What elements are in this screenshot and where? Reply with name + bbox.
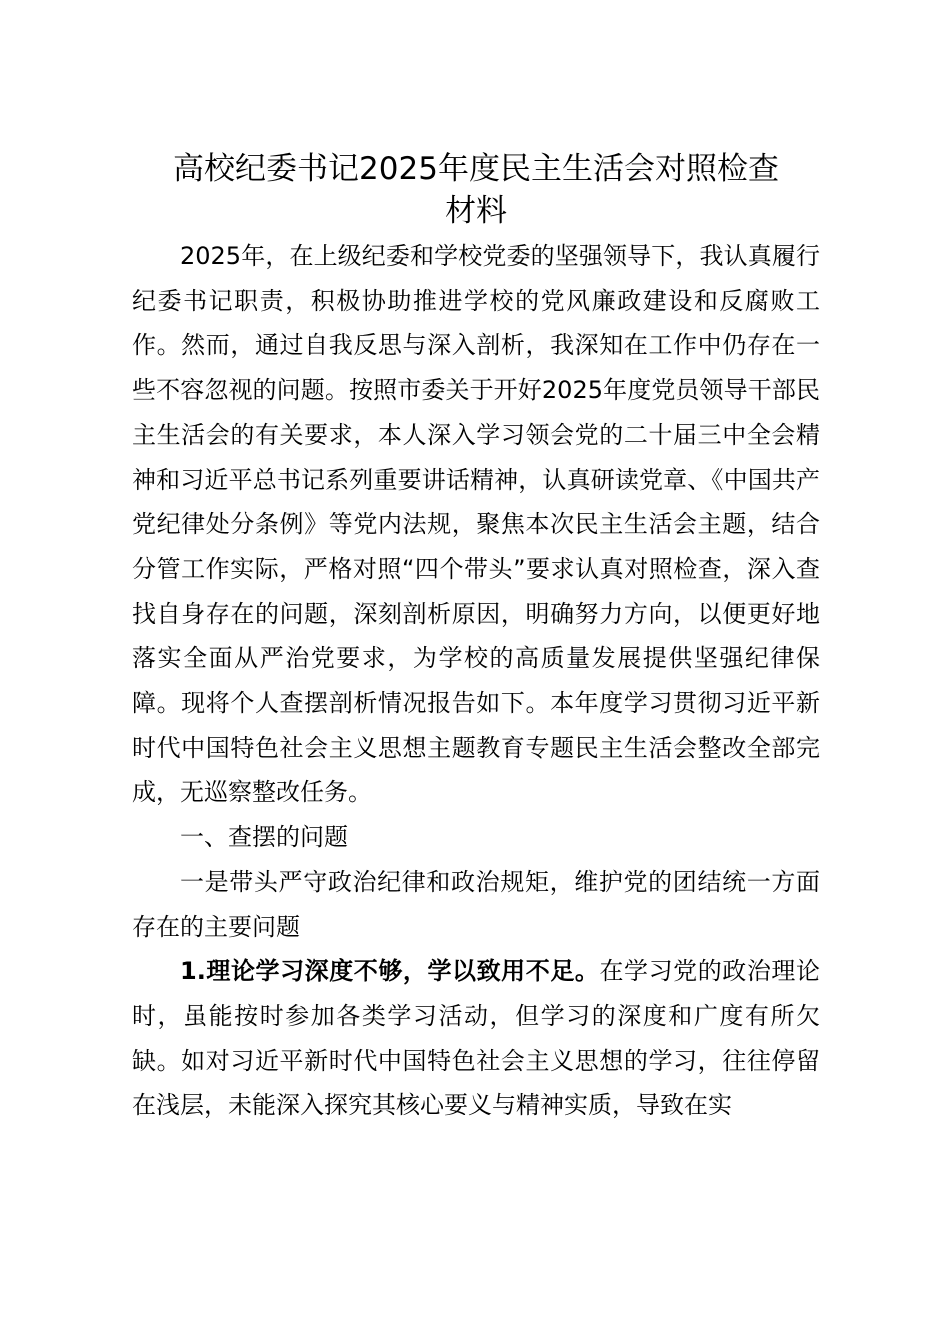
document-body	[132, 148, 820, 1128]
point-1-text: 在学习党的政治理论时，虽能按时参加各类学习活动，但学习的深度和广度有所欠缺。如对习近平新时代中国特色社会主义思想的学习，往往停留在浅层，未能深入探究其核心要义与精神实质，导致在实	[132, 957, 820, 1120]
subsection-paragraph: 一是带头严守政治纪律和政治规矩，维护党的团结统一方面存在的主要问题	[132, 867, 820, 941]
section-heading: 一、查摆的问题	[180, 823, 348, 852]
title-line-1: 高校纪委书记2025年度民主生活会对照检查	[173, 151, 779, 187]
intro-paragraph: 2025年，在上级纪委和学校党委的坚强领导下，我认真履行纪委书记职责，积极协助推进学校的党风廉政建设和反腐败工作。然而，通过自我反思与深入剖析，我深知在工作中仍存在一些不容忽视的问题。按照市委关于开好2025年度党员领导干部民主生活会的有关要求，本人深入学习领会党的二十届三中全会精神和习近平总书记系列重要讲话精神，认真研读党章、《中国共产党纪律处分条例》等党内法规，聚焦本次民主生活会主题，结合分管工作实际，严格对照“四个带头”要求认真对照检查，深入查找自身存在的问题，深刻剖析原因，明确努力方向，以便更好地落实全面从严治党要求，为学校的高质量发展提供坚强纪律保障。现将个人查摆剖析情况报告如下。本年度学习贯彻习近平新时代中国特色社会主义思想主题教育专题民主生活会整改全部完成，无巡察整改任务。	[132, 242, 820, 807]
title-line-2: 材料	[445, 193, 507, 229]
point-1-heading: 1.理论学习深度不够，学以致用不足。	[180, 957, 600, 986]
document-title	[124, 148, 828, 232]
point-1-paragraph	[132, 949, 820, 1128]
